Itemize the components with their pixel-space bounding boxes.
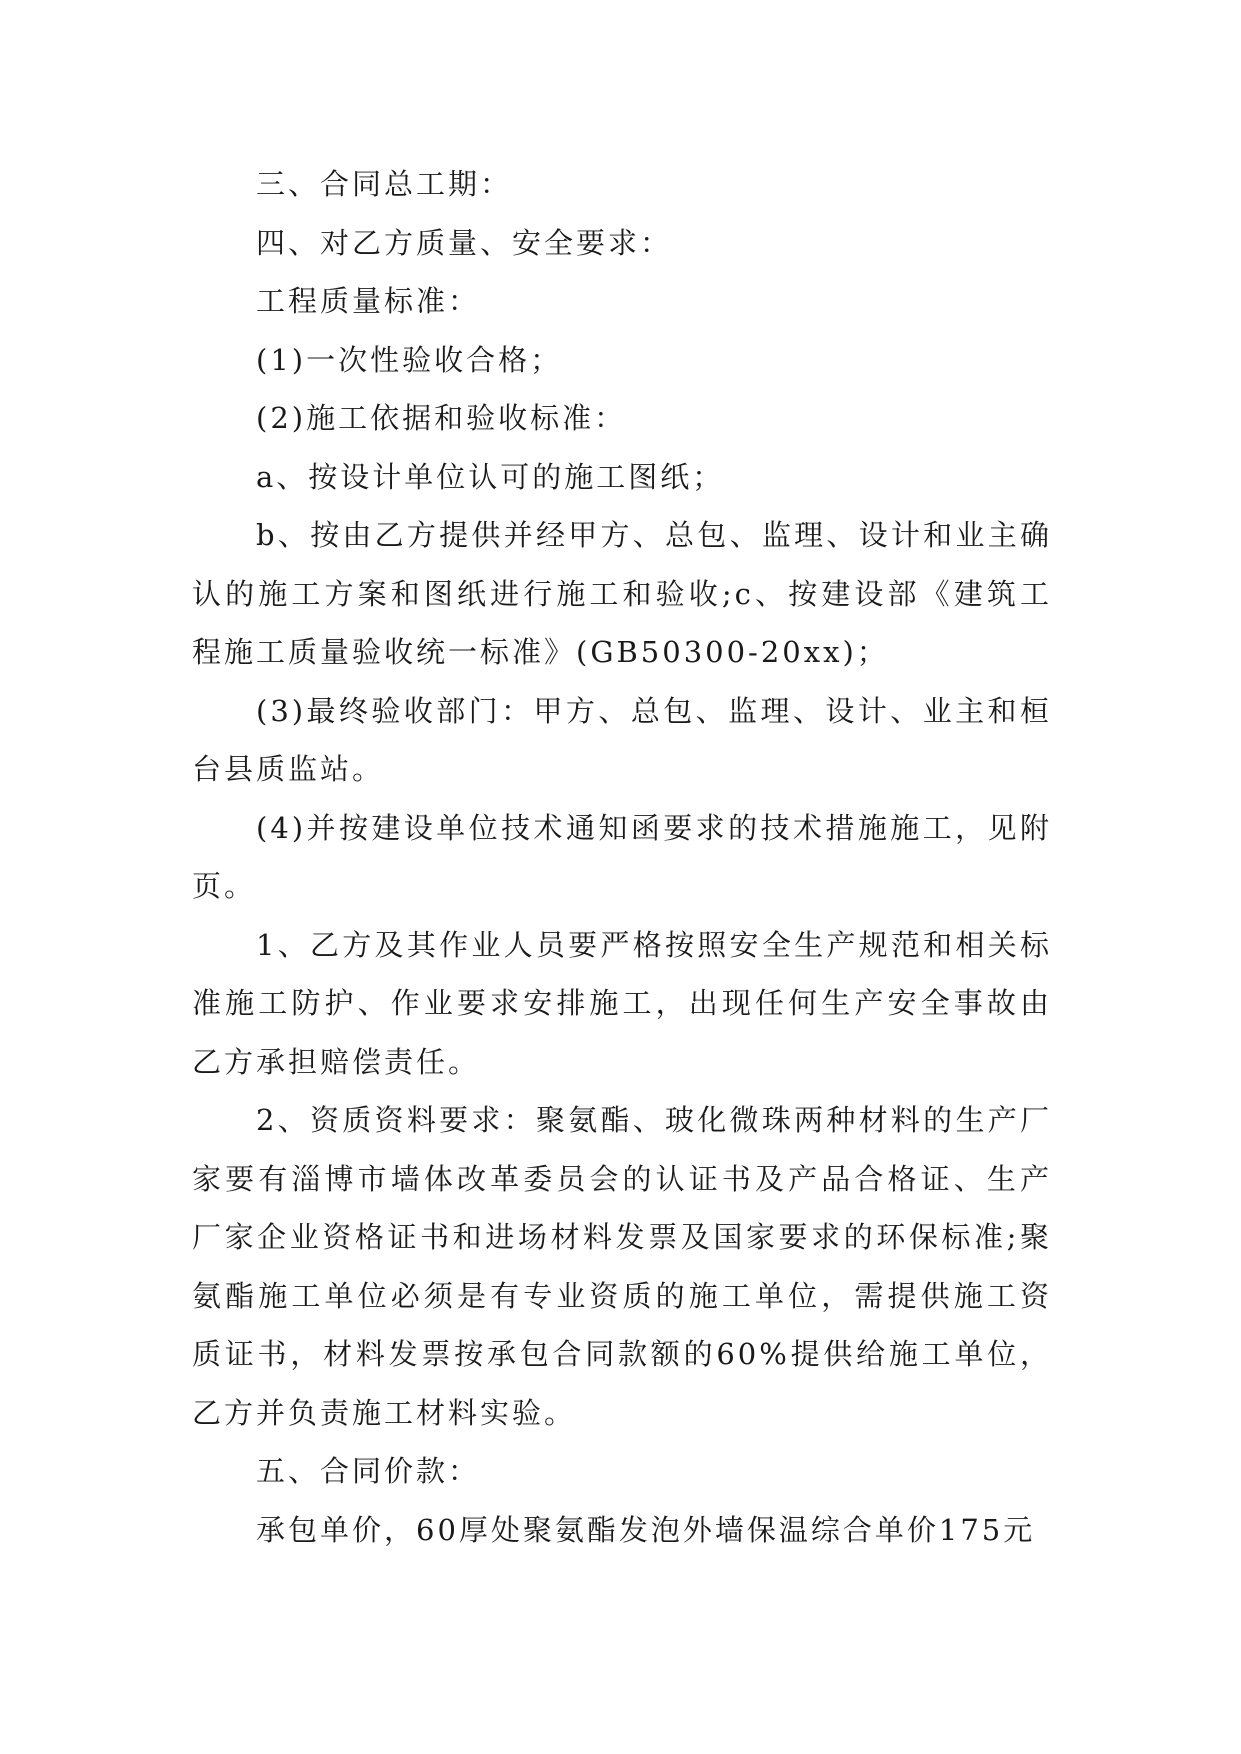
paragraph-item-4: (4)并按建设单位技术通知函要求的技术措施施工，见附页。 xyxy=(192,810,1052,903)
paragraph-contract-duration: 三、合同总工期： xyxy=(256,167,513,201)
paragraph-quality-standard-heading: 工程质量标准： xyxy=(256,284,481,318)
paragraph-unit-price: 承包单价，60厚处聚氨酯发泡外墙保温综合单价175元 xyxy=(256,1512,1036,1547)
paragraph-quality-safety-heading: 四、对乙方质量、安全要求： xyxy=(256,225,673,260)
paragraph-item-a: a、按设计单位认可的施工图纸； xyxy=(256,459,725,494)
document-body xyxy=(192,155,1052,1559)
paragraph-item-1: (1)一次性验收合格； xyxy=(256,342,563,377)
paragraph-safety-1: 1、乙方及其作业人员要严格按照安全生产规范和相关标准施工防护、作业要求安排施工，出现任何生产安全事故由乙方承担赔偿责任。 xyxy=(192,927,1052,1079)
paragraph-item-2: (2)施工依据和验收标准： xyxy=(256,401,627,435)
paragraph-item-b-c: b、按由乙方提供并经甲方、总包、监理、设计和业主确认的施工方案和图纸进行施工和验收;c、按建设部《建筑工程施工质量验收统一标准》(GB50300-20xx)； xyxy=(192,518,1052,669)
paragraph-qualification-2: 2、资质资料要求：聚氨酯、玻化微珠两种材料的生产厂家要有淄博市墙体改革委员会的认证书及产品合格证、生产厂家企业资格证书和进场材料发票及国家要求的环保标准;聚氨酯施工单位必须是有专业资质的施工单位，需提供施工资质证书，材料发票按承包合同款额的60%提供给施工单位，乙方并负责施工材料实验。 xyxy=(192,1103,1052,1430)
paragraph-contract-price-heading: 五、合同价款： xyxy=(256,1454,481,1488)
paragraph-item-3: (3)最终验收部门：甲方、总包、监理、设计、业主和桓台县质监站。 xyxy=(192,693,1052,786)
